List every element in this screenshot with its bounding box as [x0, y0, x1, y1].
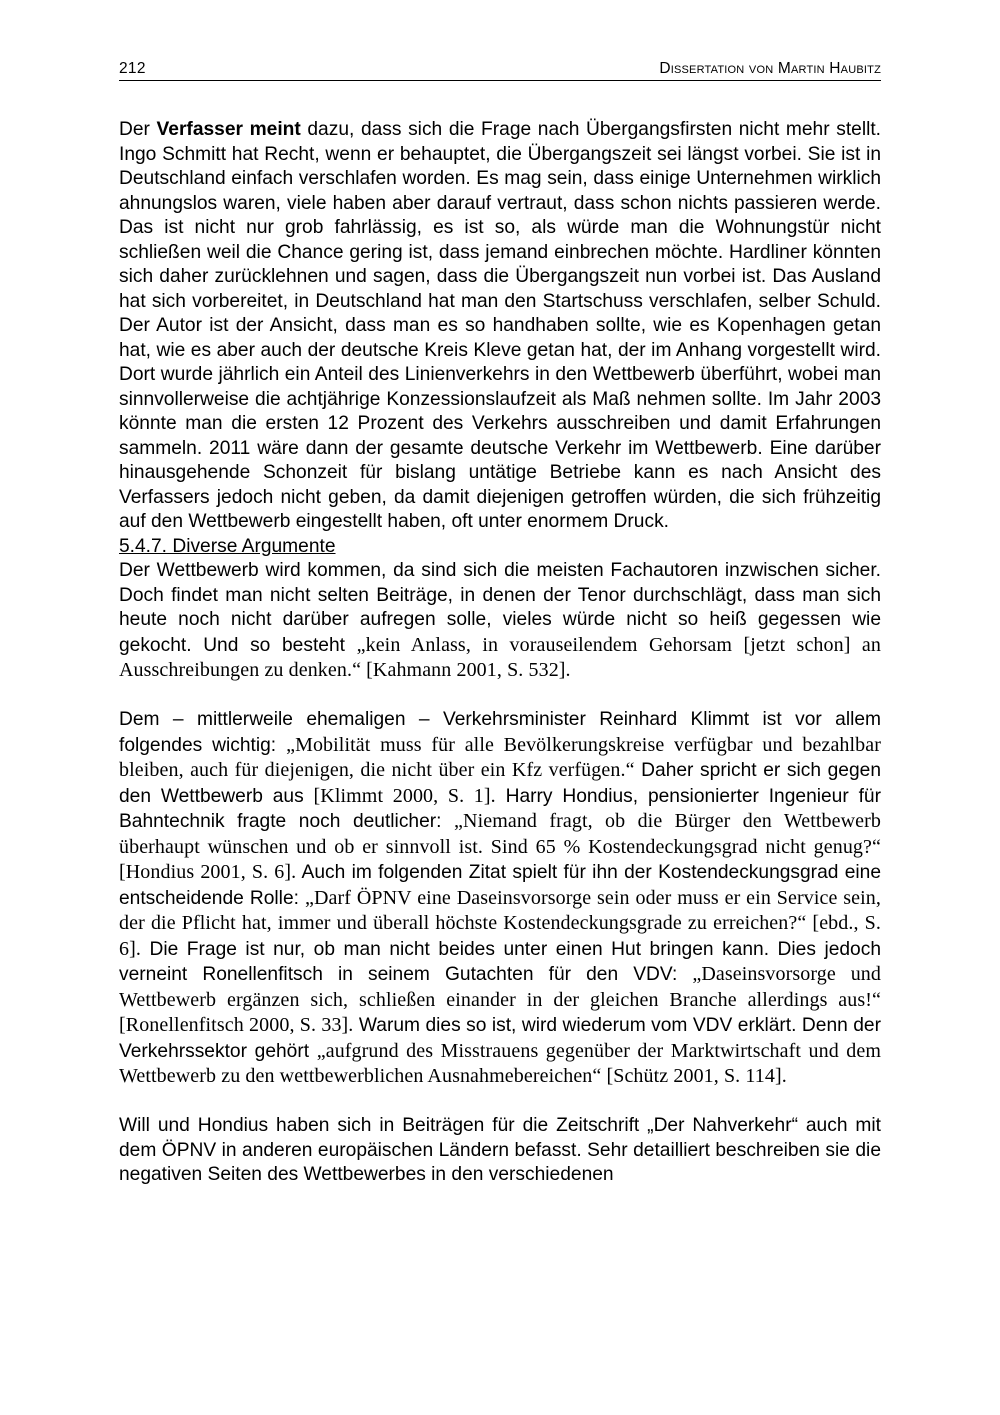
quote-hondius: „Niemand fragt, ob die Bürger den Wettbewerb überhaupt wünschen und ob er sinnvoll ist. Sind 65 % Kostendeckungsgrad nicht genug?“ [Hondius 2001, S. 6].	[119, 810, 881, 883]
paragraph-verfasser	[119, 118, 881, 535]
body-text	[119, 118, 881, 1188]
citation-klimmt: [Klimmt 2000, S. 1].	[313, 784, 496, 807]
paragraph-text: dazu, dass sich die Frage nach Übergangsfirsten nicht mehr stellt. Ingo Schmitt hat Recht, wenn er behauptet, die Übergangszeit sei längst vorbei. Sie ist in Deutschland einfach verschlafen worden. Es mag sein, dass einige Unternehmen wirklich ahnungslos waren, viele haben aber darauf vertraut, dass schon nichts passieren werde. Das ist nicht nur grob fahrlässig, es ist so, als würde man die Wohnungstür nicht schließen weil die Chance gering ist, dass jemand einbrechen möchte. Hardliner könnten sich daher zurücklehnen und sagen, dass die Übergangszeit nun vorbei ist. Das Ausland hat sich vorbereitet, in Deutschland hat man den Startschuss verschlafen, selber Schuld. Der Autor ist der Ansicht, dass man es so handhaben sollte, wie es Kopenhagen getan hat, wie es aber auch der deutsche Kreis Kleve getan hat, der im Anhang vorgestellt wird. Dort wurde jährlich ein Anteil des Linienverkehrs in den Wettbewerb überführt, wobei man sinnvollerweise die achtjährige Konzessionslaufzeit als Maß nehmen sollte. Im Jahr 2003 könnte man die ersten 12 Prozent des Verkehrs ausschreiben und damit Erfahrungen sammeln. 2011 wäre dann der gesamte deutsche Verkehr im Wettbewerb. Eine darüber hinausgehende Schonzeit für bislang untätige Betriebe kann es nach Ansicht des Verfassers jedoch nicht geben, da damit diejenigen getroffen würden, die sich frühzeitig auf den Wettbewerb eingestellt haben, oft unter enormem Druck.	[119, 119, 882, 532]
paragraph-will-hondius: Will und Hondius haben sich in Beiträgen für die Zeitschrift „Der Nahverkehr“ auch mit dem ÖPNV in anderen europäischen Ländern befasst. Sehr detailliert beschreiben sie die negativen Seiten des Wettbewerbes in den verschiedenen	[119, 1115, 881, 1185]
paragraph-klimmt	[119, 708, 881, 1090]
page-header	[119, 58, 881, 81]
quote-kahmann: „kein Anlass, in vorauseilendem Gehorsam [jetzt schon] an Ausschreibungen zu denken.“ [Kahmann 2001, S. 532].	[119, 633, 881, 681]
paragraph-text: Harry Hondius, pensionierter Ingenieur für Bahntechnik fragte noch deutlicher:	[119, 785, 881, 832]
bold-phrase: Verfasser meint	[156, 119, 301, 140]
quote-schuetz: „aufgrund des Misstrauens gegenüber der Marktwirtschaft und dem Wettbewerb zu den wettbewerblichen Ausnahmebereichen“ [Schütz 2001, S. 114].	[119, 1039, 881, 1087]
running-title: Dissertation von Martin Haubitz	[659, 60, 881, 77]
paragraph-text: Auch im folgenden Zitat spielt für ihn der Kostendeckungsgrad eine entscheidende Rolle:	[119, 862, 882, 909]
quote-hondius-ebd: „Darf ÖPNV eine Daseinsvorsorge sein oder muss er ein Service sein, der die Pflicht hat, immer und überall höchste Kostendeckungsgrade zu erreichen?“ [ebd., S. 6].	[119, 886, 881, 960]
paragraph-argumente	[119, 559, 881, 684]
section-heading: 5.4.7. Diverse Argumente	[119, 535, 336, 557]
quote-ronellenfitsch: „Daseinsvorsorge und Wettbewerb ergänzen sich, schließen einander in der gleichen Branche allerdings aus!“ [Ronellenfitsch 2000, S. 33].	[119, 963, 881, 1036]
paragraph-text: Der Wettbewerb wird kommen, da sind sich die meisten Fachautoren inzwischen sicher. Doch findet man nicht selten Beiträge, in denen der Tenor durchschlägt, dass man sich heute noch nicht darüber aufregen solle, vieles würde nicht so heiß gegessen wie gekocht. Und so besteht	[119, 560, 881, 656]
paragraph-lead: Der	[119, 119, 157, 140]
paragraph-text: Warum dies so ist, wird wiederum vom VDV erklärt. Denn der Verkehrssektor gehört	[119, 1015, 881, 1062]
page-number: 212	[119, 60, 146, 77]
quote-klimmt: „Mobilität muss für alle Bevölkerungskreise verfügbar und bezahlbar bleiben, auch für diejenigen, die nicht über ein Kfz verfügen.“	[119, 733, 882, 781]
paragraph-text: Die Frage ist nur, ob man nicht beides unter einen Hut bringen kann. Dies jedoch verneint Ronellenfitsch in seinem Gutachten für den VDV:	[119, 938, 881, 985]
paragraph-text: Daher spricht er sich gegen den Wettbewerb aus	[119, 760, 881, 807]
paragraph-text: Dem – mittlerweile ehemaligen – Verkehrsminister Reinhard Klimmt ist vor allem folgendes wichtig:	[119, 709, 881, 756]
